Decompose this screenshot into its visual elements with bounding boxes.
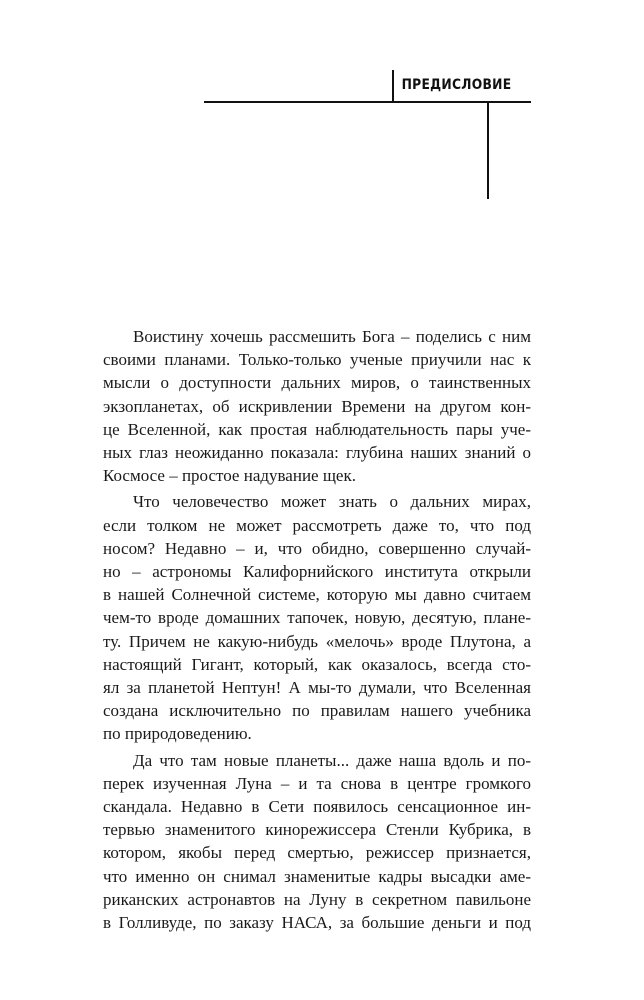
text-line: скандала. Недавно в Сети появилось сенсационное ин-	[103, 797, 531, 817]
text-line: це Вселенной, как простая наблюдательность пары уче-	[103, 419, 531, 439]
text-line: чем-то вроде домашних тапочек, новую, десятую, плане-	[103, 608, 531, 628]
text-line: риканских астронавтов на Луну в секретном павильоне	[103, 889, 531, 909]
text-line: ял за планетой Нептун! А мы-то думали, что Вселенная	[103, 678, 531, 698]
header-vertical-rule-long	[487, 101, 489, 199]
paragraph-3	[103, 749, 531, 935]
text-line: своими планами. Только-только ученые приучили нас к	[103, 350, 531, 370]
text-line: настоящий Гигант, который, как оказалось, всегда сто-	[103, 654, 531, 674]
text-line: но – астрономы Калифорнийского института открыли	[103, 562, 531, 582]
body-text	[103, 325, 531, 937]
header-horizontal-rule	[204, 101, 531, 103]
text-line: котором, якобы перед смертью, режиссер признается,	[103, 843, 531, 863]
text-line: ту. Причем не какую-нибудь «мелочь» вроде Плутона, а	[103, 631, 531, 651]
text-line: перек изученная Луна – и та снова в центре громкого	[103, 773, 531, 793]
text-line: носом? Недавно – и, что обидно, совершенно случай-	[103, 538, 531, 558]
text-line: Воистину хочешь рассмешить Бога – поделись с ним	[133, 327, 531, 346]
text-line: Космосе – простое надувание щек.	[103, 466, 356, 486]
header-vertical-rule-short	[392, 70, 394, 103]
text-line: ных глаз неожиданно показала: глубина наших знаний о	[103, 443, 531, 463]
text-line: тервью знаменитого кинорежиссера Стенли Кубрика, в	[103, 820, 531, 840]
text-line: Что человечество может знать о дальних мирах,	[133, 492, 531, 512]
text-line: по природоведению.	[103, 724, 252, 744]
paragraph-2	[103, 490, 531, 745]
text-line: в нашей Солнечной системе, которую мы давно считаем	[103, 585, 531, 605]
text-line: если толком не может рассмотреть даже то, что под	[103, 515, 531, 535]
text-line: мысли о доступности дальних миров, о таинственных	[103, 373, 531, 393]
section-title: ПРЕДИСЛОВИЕ	[401, 77, 512, 93]
text-line: что именно он снимал знаменитые кадры высадки аме-	[103, 866, 531, 886]
text-line: экзопланетах, об искривлении Времени на другом кон-	[103, 396, 531, 416]
paragraph-1	[103, 325, 531, 487]
text-line: в Голливуде, по заказу НАСА, за большие деньги и под	[103, 913, 531, 933]
text-line: Да что там новые планеты... даже наша вдоль и по-	[133, 750, 531, 770]
text-line: создана исключительно по правилам нашего учебника	[103, 701, 531, 721]
